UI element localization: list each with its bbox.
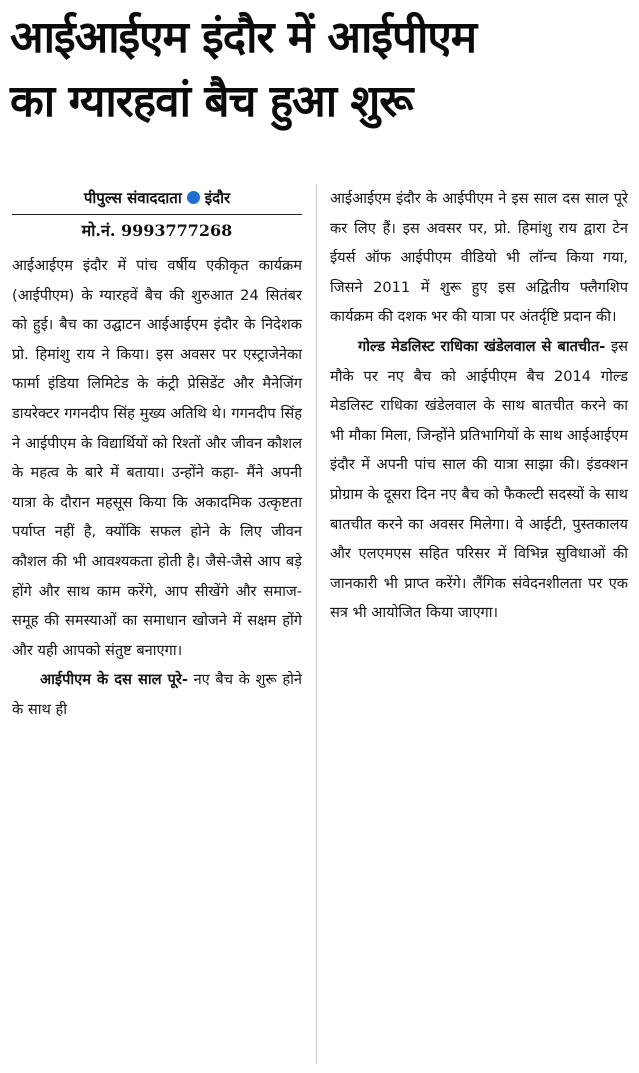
article-paragraph-1: आईआईएम इंदौर में पांच वर्षीय एकीकृत कार्यक्रम (आईपीएम) के ग्यारहवें बैच की शुरुआत 24 सितंबर को हुई। बैच का उद्घाटन आईआईएम इंदौर के निदेशक प्रो. हिमांशु राय ने किया। इस अवसर पर एस्ट्राजेनेका फार्मा इंडिया लिमिटेड के कंट्री प्रेसिडेंट और मैनेजिंग डायरेक्टर गगनदीप सिंह मुख्य अतिथि थे। गगनदीप सिंह ने आईपीएम के विद्यार्थियों को रिश्तों और जीवन कौशल के महत्व के बारे में बताया। उन्होंने कहा- मैंने अपनी यात्रा के दौरान महसूस किया कि अकादमिक उत्कृष्टता पर्याप्त नहीं है, क्योंकि सफल होने के लिए जीवन कौशल की भी आवश्यकता होती है। जैसे-जैसे आप बड़े होंगे और साथ काम करेंगे, आप सीखेंगे और समाज-समूह की समस्याओं का समाधान खोजने में सक्षम होंगे और यही आपको संतुष्ट बनाएगा। — [12, 257, 302, 659]
bullet-dot-icon — [187, 191, 200, 204]
headline-line-2: का ग्यारहवां बैच हुआ शुरू — [10, 76, 413, 127]
article-paragraph-2-text: नए बैच के शुरू होने के साथ ही — [12, 671, 302, 718]
subheading-gold-medalist: गोल्ड मेडलिस्ट राधिका खंडेलवाल से बातचीत- — [358, 337, 606, 355]
subheading-ten-years: आईपीएम के दस साल पूरे- — [40, 671, 188, 689]
byline-rule — [12, 214, 302, 215]
article-paragraph-2 — [12, 665, 302, 724]
byline — [12, 184, 302, 212]
right-column — [330, 184, 628, 628]
byline-author: पीपुल्स संवाददाता — [83, 189, 182, 207]
left-column — [12, 184, 302, 725]
article-paragraph-3: आईआईएम इंदौर के आईपीएम ने इस साल दस साल पूरे कर लिए हैं। इस अवसर पर, प्रो. हिमांशु राय द्वारा टेन ईयर्स ऑफ आईपीएम वीडियो भी लॉन्च किया गया, जिसने 2011 में शुरू हुए इस अद्वितीय फ्लैगशिप कार्यक्रम की दशक भर की यात्रा पर अंतर्दृष्टि प्रदान की। — [330, 190, 628, 326]
headline-line-1: आईआईएम इंदौर में आईपीएम — [10, 12, 477, 63]
headline — [10, 6, 629, 134]
column-divider — [316, 184, 317, 1064]
article-paragraph-4-text: इस मौके पर नए बैच को आईपीएम बैच 2014 गोल्ड मेडलिस्ट राधिका खंडेलवाल के साथ बातचीत करने का भी मौका मिला, जिन्होंने प्रतिभागियों के साथ आईआईएम इंदौर में अपनी पांच साल की यात्रा साझा की। इंडक्शन प्रोग्राम के दूसरा दिन नए बैच को फैकल्टी सदस्यों के साथ बातचीत करने का अवसर मिलेगा। वे आईटी, पुस्तकालय और एलएमएस सहित परिसर में विभिन्न सुविधाओं की जानकारी भी प्राप्त करेंगे। लैंगिक संवेदनशीलता पर एक सत्र भी आयोजित किया जाएगा। — [330, 337, 629, 622]
byline-mobile: मो.नं. 9993777268 — [81, 221, 233, 240]
byline-city: इंदौर — [204, 189, 231, 207]
article-paragraph-4 — [330, 332, 628, 628]
